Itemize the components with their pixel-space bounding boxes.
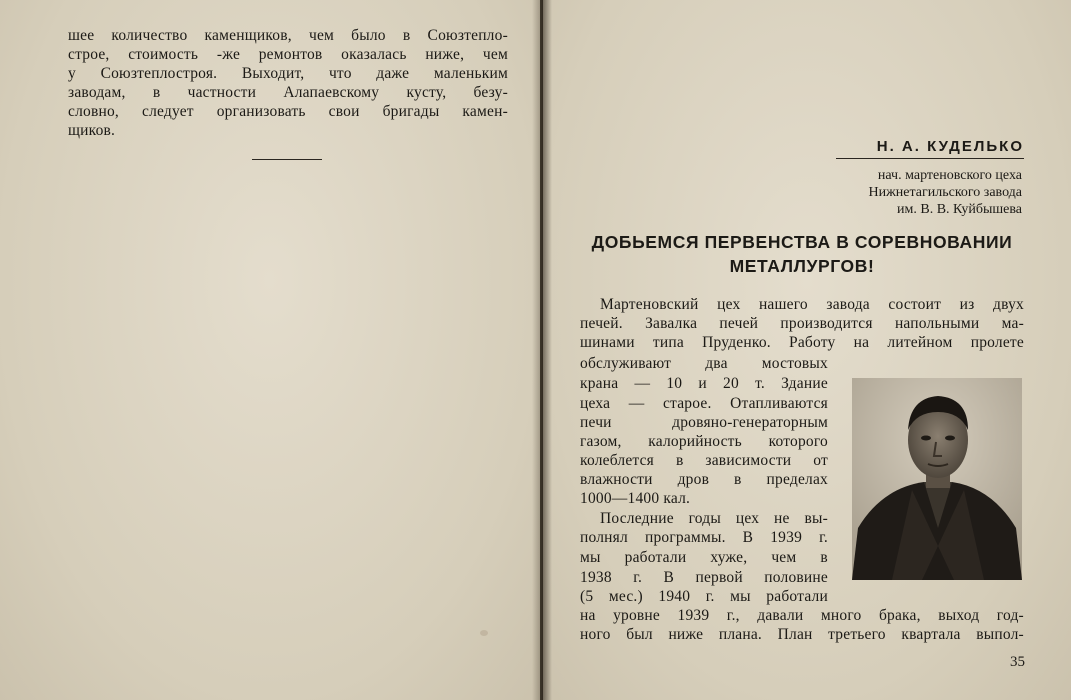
- body-text-line: печей. Завалка печей производится напольными ма-: [580, 315, 1024, 332]
- body-text-line: обслуживают два мостовых: [580, 355, 828, 372]
- page-number: 35: [1010, 654, 1025, 670]
- body-text-line: мы работали хуже, чем в: [580, 549, 828, 566]
- author-affiliation-line: Нижнетагильского завода: [868, 185, 1022, 200]
- book-gutter: [532, 0, 552, 700]
- body-text-line: шинами типа Пруденко. Работу на литейном пролете: [580, 334, 1024, 351]
- left-text-line: строе, стоимость -же ремонтов оказалась ниже, чем: [68, 46, 508, 63]
- left-text-line: шее количество каменщиков, чем было в Союзтепло-: [68, 27, 508, 44]
- author-affiliation-line: им. В. В. Куйбышева: [897, 202, 1022, 217]
- left-text-line: щиков.: [68, 122, 116, 139]
- author-name: Н. А. КУДЕЛЬКО: [876, 138, 1024, 155]
- section-divider: [252, 159, 322, 160]
- body-text-line: крана — 10 и 20 т. Здание: [580, 375, 828, 392]
- portrait-image: [852, 378, 1022, 580]
- body-text-line: Последние годы цех не вы-: [600, 510, 828, 527]
- left-text-line: заводам, в частности Алапаевскому кусту, безу-: [68, 84, 508, 101]
- left-text-line: словно, следует организовать свои бригады камен-: [68, 103, 508, 120]
- body-text-line: (5 мес.) 1940 г. мы работали: [580, 588, 828, 605]
- body-text-line: на уровне 1939 г., давали много брака, выход год-: [580, 607, 1024, 624]
- article-title-line: ДОБЬЕМСЯ ПЕРВЕНСТВА В СОРЕВНОВАНИИ: [591, 232, 1013, 252]
- body-text-line: газом, калорийность которого: [580, 433, 828, 450]
- author-underline: [836, 158, 1024, 159]
- body-text-line: колеблется в зависимости от: [580, 452, 828, 469]
- body-text-line: 1938 г. В первой половине: [580, 569, 828, 586]
- author-affiliation-line: нач. мартеновского цеха: [877, 168, 1022, 183]
- body-text-line: ного был ниже плана. План третьего квартала выпол-: [580, 626, 1024, 643]
- left-text-line: у Союзтеплостроя. Выходит, что даже маленьким: [68, 65, 508, 82]
- article-title-line: МЕТАЛЛУРГОВ!: [729, 256, 875, 276]
- body-text-line: печи дровяно-генераторным: [580, 414, 828, 431]
- body-text-line: полнял программы. В 1939 г.: [580, 529, 828, 546]
- body-text-line: 1000—1400 кал.: [580, 490, 691, 507]
- paper-stain: [480, 630, 488, 636]
- body-text-line: Мартеновский цех нашего завода состоит из двух: [600, 296, 1024, 313]
- author-portrait-photo: [852, 378, 1022, 580]
- body-text-line: влажности дров в пределах: [580, 471, 828, 488]
- body-text-line: цеха — старое. Отапливаются: [580, 395, 828, 412]
